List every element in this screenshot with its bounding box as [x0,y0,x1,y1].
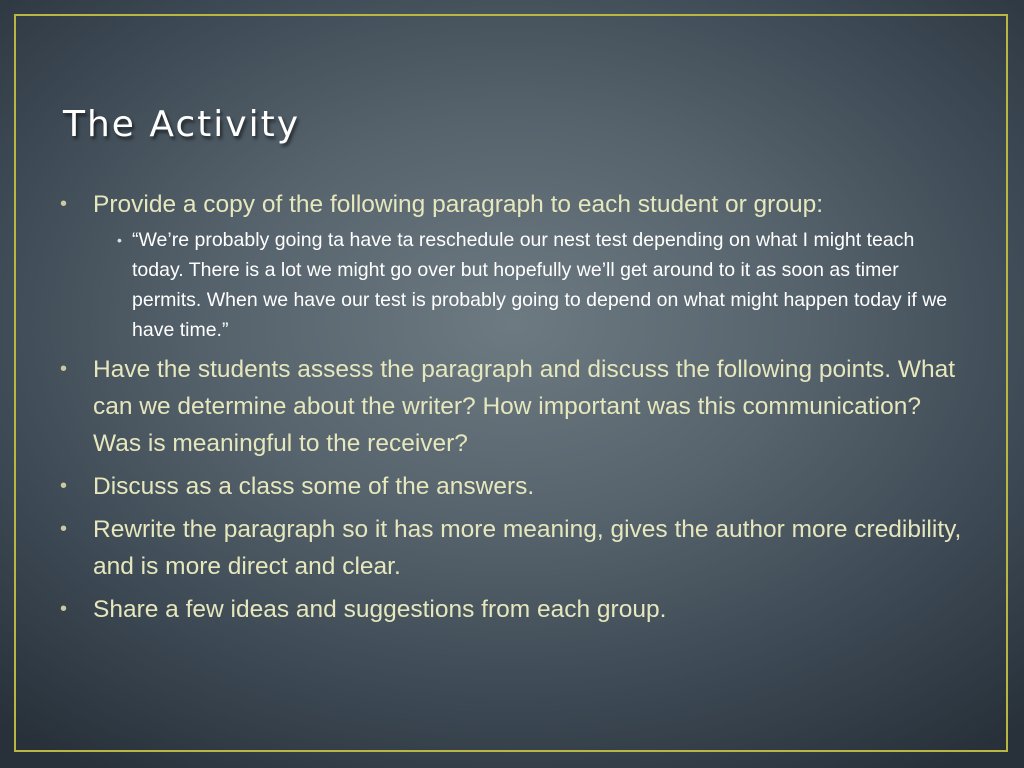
bullet-icon: • [60,598,68,620]
bullet-item-share-ideas [60,591,970,628]
sub-bullet-list [93,225,970,345]
bullet-text: Share a few ideas and suggestions from each group. [93,596,667,623]
bullet-item-rewrite-paragraph [60,511,970,585]
bullet-text: Discuss as a class some of the answers. [93,473,535,500]
bullet-list [60,186,970,628]
bullet-text: Have the students assess the paragraph and discuss the following points. What can we determine about the writer? How important was this communication? Was is meaningful to the receiver? [93,356,956,457]
bullet-icon: • [60,518,68,540]
bullet-item-assess-paragraph [60,351,970,462]
bullet-text: Provide a copy of the following paragraph to each student or group: [93,191,824,218]
bullet-icon: • [60,475,68,497]
bullet-icon: • [60,358,68,380]
bullet-item-provide-copy [60,186,970,345]
slide-body [60,186,970,634]
slide-title: The Activity [63,104,301,145]
sub-bullet-item-paragraph-quote [102,225,970,345]
bullet-icon: • [60,193,68,215]
bullet-item-discuss-answers [60,468,970,505]
sub-bullet-text: “We’re probably going ta have ta reschedule our nest test depending on what I might teach today. There is a lot we might go over but hopefully we’ll get around to it as soon as timer permits. When we have our test is probably going to depend on what might happen today if we have time.” [132,229,948,341]
bullet-text: Rewrite the paragraph so it has more meaning, gives the author more credibility, and is more direct and clear. [93,516,962,580]
bullet-icon: • [117,232,122,248]
